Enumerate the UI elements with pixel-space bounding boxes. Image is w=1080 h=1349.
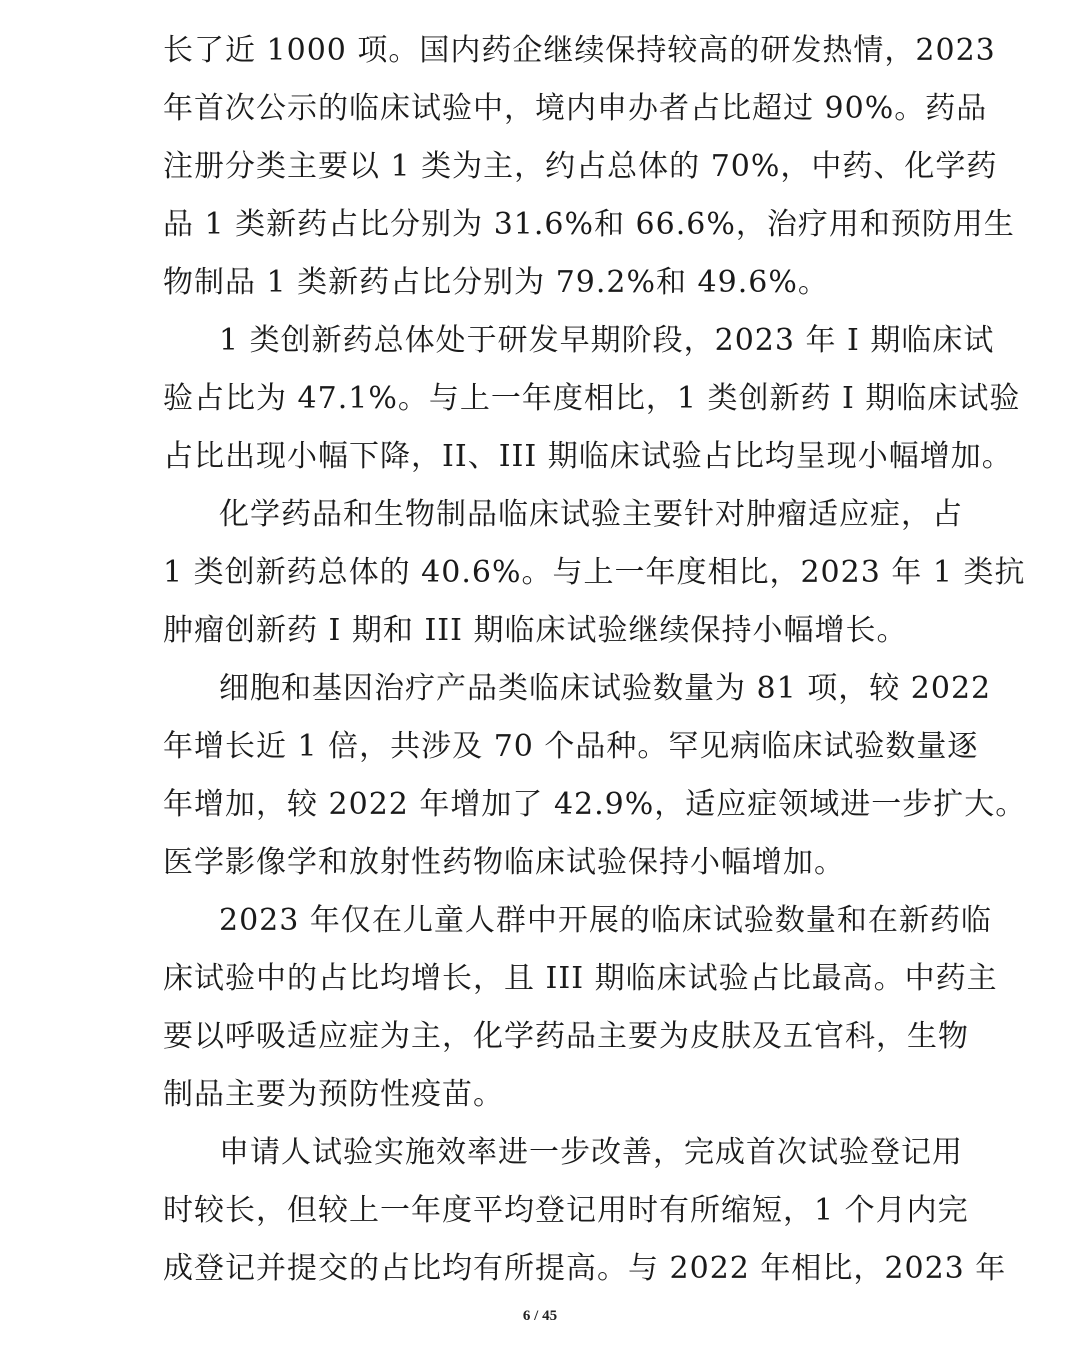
- text-line: 品 1 类新药占比分别为 31.6%和 66.6%，治疗用和预防用生: [163, 207, 1015, 242]
- text-line: 床试验中的占比均增长，且 III 期临床试验占比最高。中药主: [163, 961, 998, 996]
- text-line: 物制品 1 类新药占比分别为 79.2%和 49.6%。: [163, 265, 829, 300]
- paragraph-first-line: 化学药品和生物制品临床试验主要针对肿瘤适应症，占: [219, 497, 963, 532]
- text-line: 年增长近 1 倍，共涉及 70 个品种。罕见病临床试验数量逐: [163, 729, 979, 764]
- text-line: 年增加，较 2022 年增加了 42.9%，适应症领域进一步扩大。: [163, 787, 1027, 822]
- paragraph-first-line: 申请人试验实施效率进一步改善，完成首次试验登记用: [219, 1135, 963, 1170]
- text-line: 验占比为 47.1%。与上一年度相比，1 类创新药 I 期临床试验: [163, 381, 1021, 416]
- text-line: 成登记并提交的占比均有所提高。与 2022 年相比，2023 年: [163, 1251, 1007, 1286]
- text-line: 制品主要为预防性疫苗。: [163, 1077, 504, 1112]
- body-text: [163, 22, 1027, 1298]
- text-line: 要以呼吸适应症为主，化学药品主要为皮肤及五官科，生物: [163, 1019, 969, 1054]
- paragraph-first-line: 1 类创新药总体处于研发早期阶段，2023 年 I 期临床试: [219, 323, 995, 358]
- text-line: 注册分类主要以 1 类为主，约占总体的 70%，中药、化学药: [163, 149, 998, 184]
- page-number: 6 / 45: [522, 1308, 558, 1324]
- text-line: 年首次公示的临床试验中，境内申办者占比超过 90%。药品: [163, 91, 988, 126]
- paragraph-first-line: 细胞和基因治疗产品类临床试验数量为 81 项，较 2022: [219, 671, 992, 706]
- text-line: 长了近 1000 项。国内药企继续保持较高的研发热情，2023: [163, 33, 996, 68]
- text-line: 时较长，但较上一年度平均登记用时有所缩短，1 个月内完: [163, 1193, 969, 1228]
- text-line: 医学影像学和放射性药物临床试验保持小幅增加。: [163, 845, 845, 880]
- text-line: 1 类创新药总体的 40.6%。与上一年度相比，2023 年 1 类抗: [163, 555, 1026, 590]
- text-line: 占比出现小幅下降，II、III 期临床试验占比均呈现小幅增加。: [163, 439, 1013, 474]
- paragraph-first-line: 2023 年仅在儿童人群中开展的临床试验数量和在新药临: [219, 903, 992, 938]
- text-line: 肿瘤创新药 I 期和 III 期临床试验继续保持小幅增长。: [163, 613, 908, 648]
